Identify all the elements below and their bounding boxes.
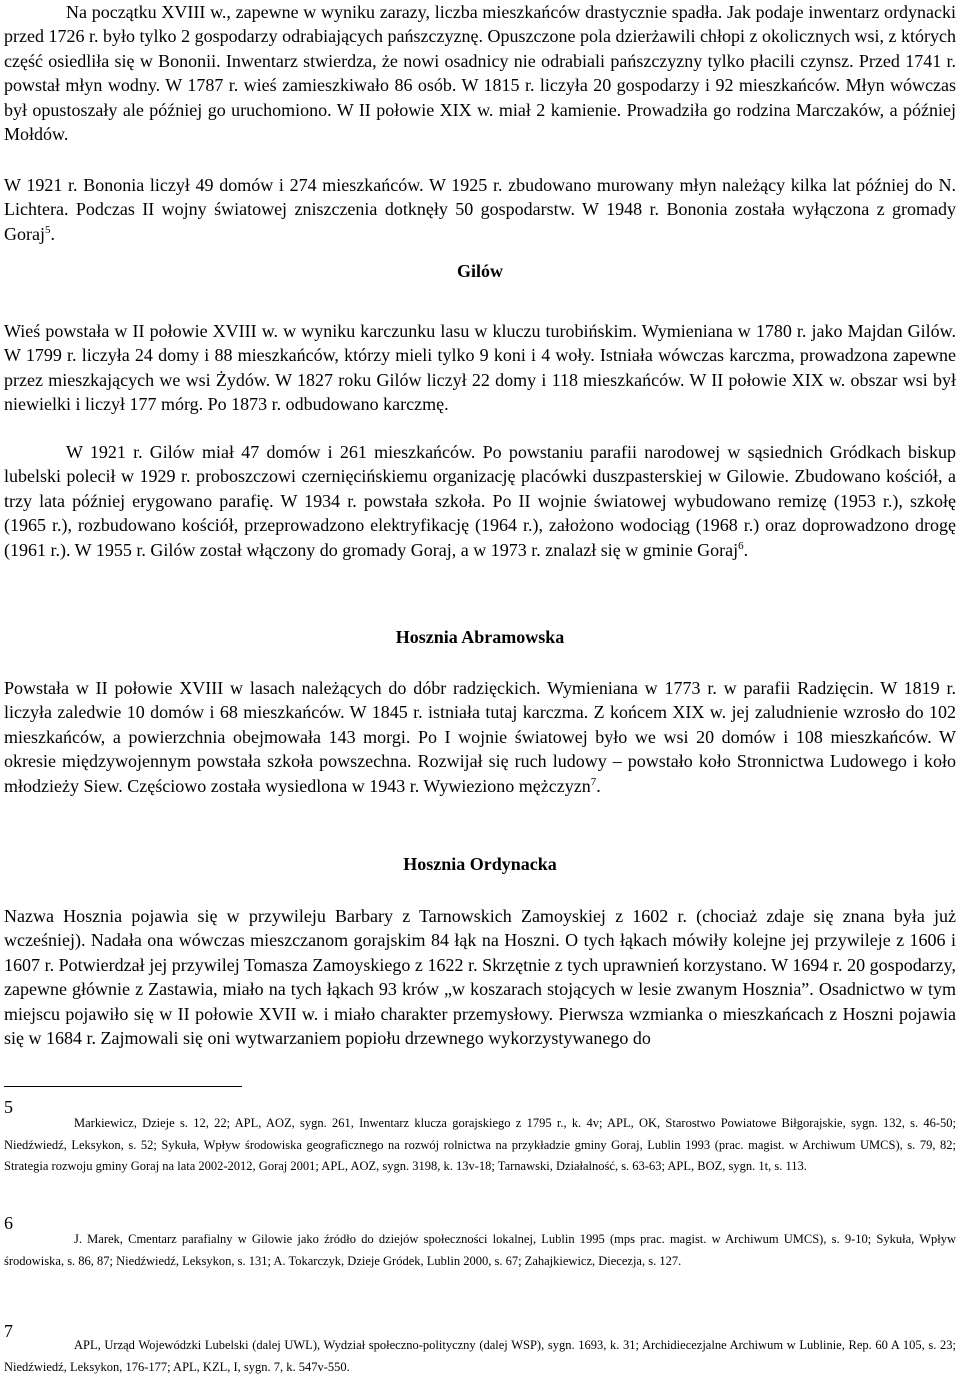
section-heading-gilow: Gilów <box>456 261 503 281</box>
footnote-7 <box>4 1335 956 1378</box>
paragraph-text: Na początku XVIII w., zapewne w wyniku zarazy, liczba mieszkańców drastycznie spadła. Jak podaje inwentarz ordynacki przed 1726 r. było tylko 2 gospodarzy odrabiających pańszczyznę. Opuszczone pola dzierżawili chłopi z okolicznych wsi, z których część osiedliła się w Bononii. Inwentarz stwierdza, że nowi osadnicy nie odrabiali pańszczyzny tylko płacili czynsz. Przed 1741 r. powstał młyn wodny. W 1787 r. wieś zamieszkiwało 86 osób. W 1815 r. liczyła 20 gospodarzy i 92 mieszkańców. Młyn wówczas był opustoszały ale później go uruchomiono. W II połowie XIX w. miał 2 kamienie. Prowadziła go rodzina Marczaków, a później Mołdów. <box>4 2 956 145</box>
footnote-separator <box>4 1086 242 1087</box>
paragraph-bononia-history <box>4 0 956 146</box>
footnote-6 <box>4 1229 956 1272</box>
footnote-number-5: 5 <box>4 1097 13 1117</box>
footnote-text: J. Marek, Cmentarz parafialny w Gilowie jako źródło do dziejów społeczności lokalnej, Lublin 1995 (mps prac. magist. w Archiwum UMCS), s. 9-10; Sykuła, Wpływ środowiska, s. 86, 87; Niedźwiedź, Leksykon, s. 131; A. Tokarczyk, Dzieje Gródek, Lublin 2000, s. 67; Zahajkiewicz, Diecezja, s. 127. <box>4 1232 956 1268</box>
paragraph-text: Wieś powstała w II połowie XVIII w. w wyniku karczunku lasu w kluczu turobińskim. Wymieniana w 1780 r. jako Majdan Gilów. W 1799 r. liczyła 24 domy i 88 mieszkańców, którzy mieli tylko 9 koni i 4 woły. Istniała wówczas karczma, prowadzona zapewne przez mieszkających we wsi Żydów. W 1827 roku Gilów liczył 22 domy i 118 mieszkańców. W II połowie XIX w. obszar wsi był niewielki i liczył 177 mórg. Po 1873 r. odbudowano karczmę. <box>4 321 956 415</box>
section-heading-hosznia-abramowska: Hosznia Abramowska <box>395 627 565 647</box>
footnote-5 <box>4 1113 956 1178</box>
paragraph-gilow-history <box>4 319 956 417</box>
paragraph-hosznia-abramowska: Powstała w II połowie XVIII w lasach należących do dóbr radzięckich. Wymieniana w 1773 r. w parafii Radzięcin. W 1819 r. liczyła zaledwie 10 domów i 68 mieszkańców. W 1845 r. istniała tutaj karczma. Z końcem XIX w. jej zaludnienie wzrosło do 102 mieszkańców, a powierzchnia obejmowała 143 morgi. Po I wojnie światowej było we wsi 20 domów i 108 mieszkańców. W okresie międzywojennym powstała szkoła powszechna. Rozwijał się ruch ludowy – powstało koło Stronnictwa Ludowego i koło młodzieży Siew. Częściowo została wysiedlona w 1943 r. Wywieziono mężczyzn$^7$. <box>4 678 956 796</box>
footnote-number-7: 7 <box>4 1321 13 1341</box>
paragraph-gilow-parish: W 1921 r. Gilów miał 47 domów i 261 mieszkańców. Po powstaniu parafii narodowej w sąsiednich Gródkach biskup lubelski polecił w 1929 r. proboszczowi czernięcińskiemu organizację placówki duszpasterskiej w Gilowie. Zbudowano kościół, a trzy lata później erygowano parafię. W 1934 r. powstała szkoła. Po II wojnie światowej wybudowano remizę (1953 r.), szkołę (1965 r.), rozbudowano kościół, przeprowadzono elektryfikację (1964 r.), założono wodociąg (1968 r.) oraz doprowadzono drogę (1961 r.). W 1955 r. Gilów został włączony do gromady Goraj, a w 1973 r. znalazł się w gminie Goraj$^6$. <box>4 442 956 560</box>
paragraph-text: Powstała w II połowie XVIII w lasach należących do dóbr radzięckich. Wymieniana w 1773 r. w parafii Radzięcin. W 1819 r. liczyła zaledwie 10 domów i 68 mieszkańców. W 1845 r. istniała tutaj karczma. Z końcem XIX w. jej zaludnienie wzrosło do 102 mieszkańców, a powierzchnia obejmowała 143 morgi. Po I wojnie światowej było we wsi 20 domów i 108 mieszkańców. W okresie międzywojennym powstała szkoła powszechna. Rozwijał się ruch ludowy – powstało koło Stronnictwa Ludowego i koło młodzieży Siew. Częściowo została wysiedlona w 1943 r. Wywieziono mężczyzn <box>4 678 956 796</box>
footnote-text: Markiewicz, Dzieje s. 12, 22; APL, AOZ, sygn. 261, Inwentarz klucza gorajskiego z 1795 r., k. 4v; APL, OK, Starostwo Powiatowe Biłgorajskie, sygn. 132, s. 46-50; Niedźwiedź, Leksykon, s. 52; Sykuła, Wpływ środowiska geograficznego na rozwój rolnictwa na przykładzie gminy Goraj, Lublin 1993 (prac. magist. w Archiwum UMCS), s. 79, 82; Strategia rozwoju gminy Goraj na lata 2002-2012, Goraj 2001; APL, AOZ, sygn. 3198, k. 13v-18; Tarnawski, Działalność, s. 63-63; APL, BOZ, sygn. 1t, s. 113. <box>4 1116 956 1174</box>
footnote-text: APL, Urząd Wojewódzki Lubelski (dalej UWL), Wydział społeczno-polityczny (dalej WSP), sygn. 1693, k. 31; Archidiecezjalne Archiwum w Lublinie, Rep. 60 A 105, s. 23; Niedźwiedź, Leksykon, 176-177; APL, KZL, I, sygn. 7, k. 547v-550. <box>4 1338 956 1374</box>
footnote-ref-7[interactable]: 7 <box>590 775 597 788</box>
paragraph-text: Nazwa Hosznia pojawia się w przywileju Barbary z Tarnowskich Zamoyskiej z 1602 r. (chociaż zdaje się znana była już wcześniej). Nadała ona wówczas mieszczanom gorajskim 84 łąk na Hoszni. O tych łąkach mówiły kolejne jej przywileje z 1606 i 1607 r. Potwierdzał jej przywilej Tomasza Zamoyskiego z 1622 r. Skrzętnie z tych uprawnień korzystano. W 1694 r. 20 gospodarzy, zapewne głównie z Zastawia, miało na tych łąkach 93 krów „w koszarach stojących w lesie zwanym Hosznia”. Osadnictwo w tym miejscu pojawiło się w II połowie XVII w. i miało charakter przemysłowy. Pierwsza wzmianka o mieszkańcach z Hoszni pojawia się w 1684 r. Zajmowali się oni wytwarzaniem popiołu drzewnego wykorzystywanego do <box>4 906 956 1049</box>
section-heading-hosznia-ordynacka: Hosznia Ordynacka <box>403 854 557 874</box>
footnote-number-6: 6 <box>4 1213 13 1233</box>
footnote-ref-5[interactable]: 5 <box>44 223 51 236</box>
paragraph-hosznia-ordynacka <box>4 904 956 1050</box>
paragraph-bononia-20th-century: W 1921 r. Bononia liczył 49 domów i 274 mieszkańców. W 1925 r. zbudowano murowany młyn należący kilka lat później do N. Lichtera. Podczas II wojny światowej zniszczenia dotknęły 50 gospodarstw. W 1948 r. Bononia została wyłączona z gromady Goraj$^5$. <box>4 175 956 244</box>
paragraph-text: W 1921 r. Bononia liczył 49 domów i 274 mieszkańców. W 1925 r. zbudowano murowany młyn należący kilka lat później do N. Lichtera. Podczas II wojny światowej zniszczenia dotknęły 50 gospodarstw. W 1948 r. Bononia została wyłączona z gromady Goraj <box>4 175 956 244</box>
footnote-ref-6[interactable]: 6 <box>738 539 744 552</box>
paragraph-text: W 1921 r. Gilów miał 47 domów i 261 mieszkańców. Po powstaniu parafii narodowej w sąsiednich Gródkach biskup lubelski polecił w 1929 r. proboszczowi czernięcińskiemu organizację placówki duszpasterskiej w Gilowie. Zbudowano kościół, a trzy lata później erygowano parafię. W 1934 r. powstała szkoła. Po II wojnie światowej wybudowano remizę (1953 r.), szkołę (1965 r.), rozbudowano kościół, przeprowadzono elektryfikację (1964 r.), założono wodociąg (1968 r.) oraz doprowadzono drogę (1961 r.). W 1955 r. Gilów został włączony do gromady Goraj, a w 1973 r. znalazł się w gminie Goraj <box>4 442 956 560</box>
